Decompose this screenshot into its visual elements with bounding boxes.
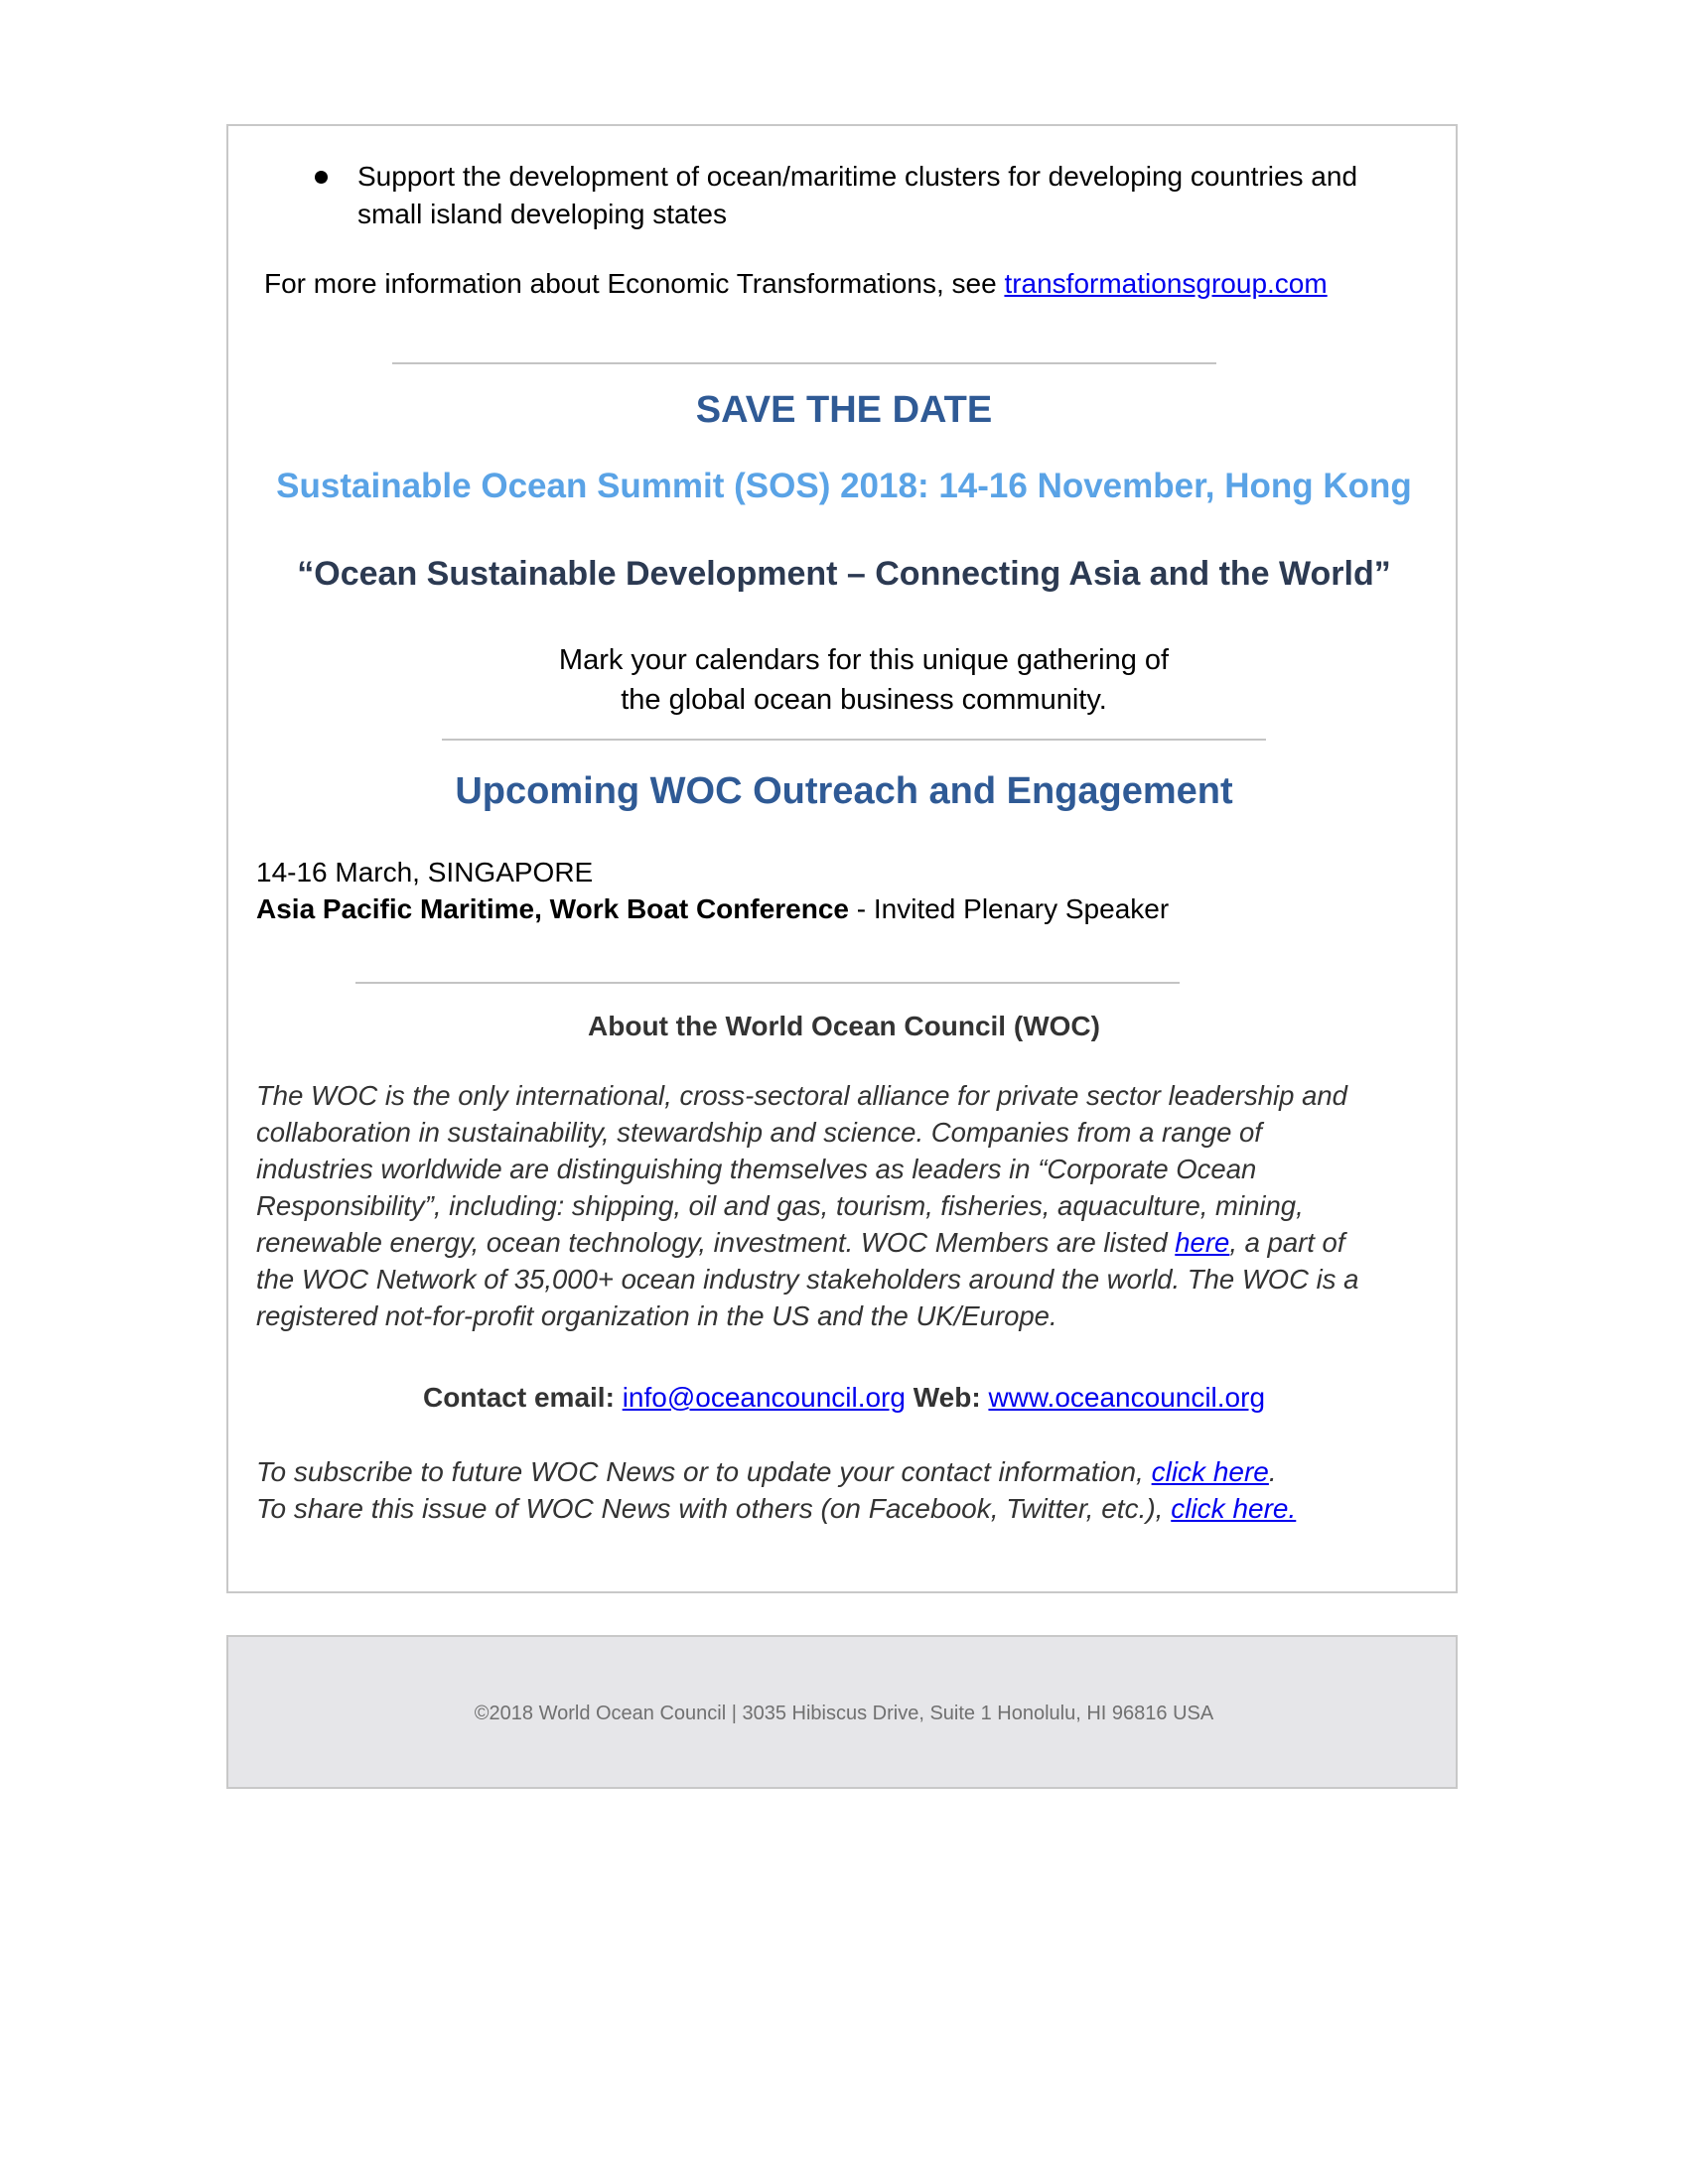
event-role: - Invited Plenary Speaker [849,893,1170,924]
summit-description: Mark your calendars for this unique gathering of the global ocean business community. [558,644,1170,716]
summit-title: Sustainable Ocean Summit (SOS) 2018: 14-16 November, Hong Kong [276,467,1412,505]
save-the-date-heading: SAVE THE DATE [695,389,993,431]
footer [226,1635,1458,1789]
members-here-link[interactable]: here [1175,1227,1230,1258]
share-line [256,1490,1428,1528]
more-info-text: For more information about Economic Transformations, see [264,268,1005,299]
transformationsgroup-link[interactable]: transformationsgroup.com [1004,268,1328,299]
section-divider [392,362,1216,364]
event-date: 14-16 March, SINGAPORE [256,857,594,887]
about-text-part1: The WOC is the only international, cross-sectoral alliance for private sector leadership and collaboration in sustainability, stewardship and science. Companies from a range of industries worldwide are distinguishing themselves as leaders in “Corporate Ocean Responsibility”, including: shipping, oil and gas, tourism, fisheries, aquaculture, mining, renewable energy, ocean technology, investment. WOC Members are listed [256,1080,1347,1258]
bullet-item-text: Support the development of ocean/maritime clusters for developing countries and small island developing states [357,161,1358,229]
share-text: To share this issue of WOC News with others (on Facebook, Twitter, etc.), [256,1493,1172,1524]
contact-email-label: Contact email: [422,1382,615,1413]
footer-address: ©2018 World Ocean Council | 3035 Hibiscus Drive, Suite 1 Honolulu, HI 96816 USA [474,1703,1214,1724]
web-label: Web: [913,1382,981,1413]
bullet-point-icon [315,171,328,184]
section-divider [355,982,1180,984]
more-info-line [264,265,1416,303]
subscribe-period: . [1268,1456,1277,1487]
outreach-heading: Upcoming WOC Outreach and Engagement [455,770,1233,812]
website-link[interactable]: www.oceancouncil.org [988,1382,1266,1413]
newsletter-content-box [226,124,1458,1593]
contact-line [228,1379,1460,1417]
about-heading: About the World Ocean Council (WOC) [588,1011,1100,1041]
subscribe-click-here-link[interactable]: click here [1151,1456,1269,1487]
subscribe-text: To subscribe to future WOC News or to update your contact information, [256,1456,1152,1487]
subscribe-line [256,1453,1428,1491]
about-text-part2: , a part of the WOC Network of 35,000+ ocean industry stakeholders around the world. The WOC is a registered not-for-profit organization in the US and the UK/Europe. [256,1227,1359,1331]
event-details [256,890,1428,928]
section-divider [442,739,1266,741]
about-paragraph [256,1077,1378,1334]
contact-email-link[interactable]: info@oceancouncil.org [622,1382,906,1413]
share-click-here-link[interactable]: click here. [1171,1493,1297,1524]
event-name: Asia Pacific Maritime, Work Boat Conference [256,893,849,924]
summit-theme: “Ocean Sustainable Development – Connecting Asia and the World” [297,555,1391,593]
